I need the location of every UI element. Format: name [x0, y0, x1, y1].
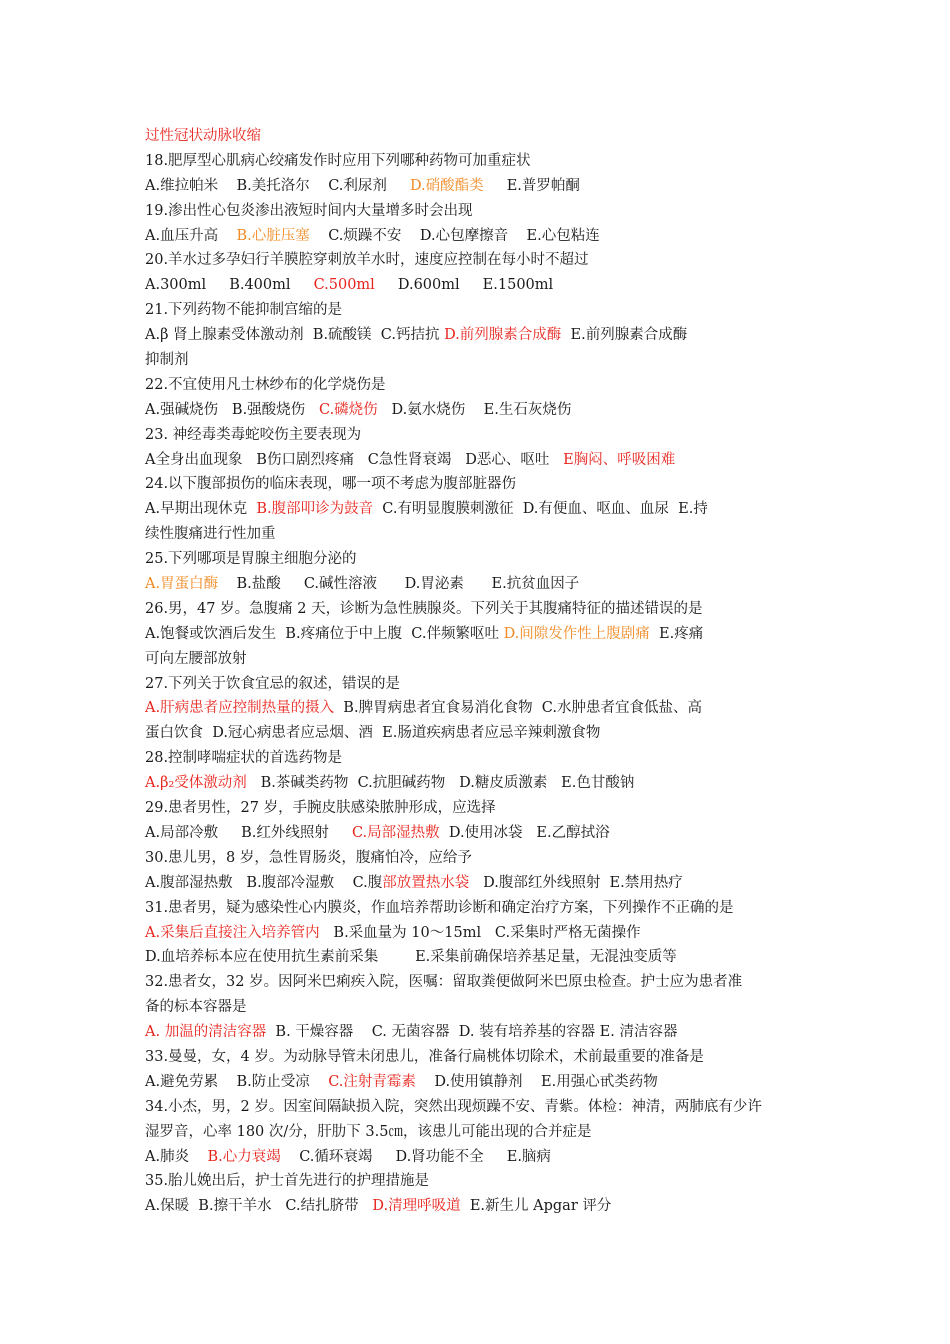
text-line — [145, 771, 825, 796]
highlighted-answer: A.肝病患者应控制热量的摄入 — [145, 700, 335, 717]
highlighted-answer: D.前列腺素合成酶 — [444, 327, 562, 344]
highlighted-answer: A.β₂受体激动剂 — [145, 775, 247, 792]
highlighted-answer: B.心脏压塞 — [236, 227, 310, 244]
text-line — [145, 472, 825, 497]
text-segment: A.β 肾上腺素受体激动剂 B.硫酸镁 C.钙拮抗 — [145, 327, 445, 344]
text-line — [145, 672, 825, 697]
highlighted-answer: C.500ml — [313, 277, 375, 294]
text-segment: A.避免劳累 B.防止受凉 — [145, 1073, 329, 1090]
text-line — [145, 124, 825, 149]
text-segment: D.腹部红外线照射 E.禁用热疗 — [469, 874, 683, 891]
text-segment: C.烦躁不安 D.心包摩擦音 E.心包粘连 — [309, 227, 600, 244]
text-segment: 29.患者男性，27 岁，手腕皮肤感染脓肿形成，应选择 — [145, 800, 496, 817]
text-line — [145, 323, 825, 348]
text-line — [145, 248, 825, 273]
text-line — [145, 896, 825, 921]
text-segment: E.疼痛 — [649, 625, 704, 642]
text-line — [145, 224, 825, 249]
text-segment: 湿罗音，心率 180 次/分，肝肋下 3.5㎝，该患儿可能出现的合并症是 — [145, 1123, 592, 1140]
text-segment: 可向左腰部放射 — [145, 650, 247, 667]
text-segment: 18.肥厚型心肌病心绞痛发作时应用下列哪种药物可加重症状 — [145, 152, 531, 169]
highlighted-answer: D.硝酸酯类 — [409, 177, 484, 194]
text-segment: 21.下列药物不能抑制宫缩的是 — [145, 302, 343, 319]
text-line — [145, 970, 825, 995]
text-line — [145, 572, 825, 597]
text-line — [145, 448, 825, 473]
text-line — [145, 199, 825, 224]
text-line — [145, 497, 825, 522]
text-line — [145, 348, 825, 373]
text-segment: D.氨水烧伤 E.生石灰烧伤 — [377, 401, 572, 418]
text-segment: A.保暖 B.擦干羊水 C.结扎脐带 — [145, 1198, 373, 1215]
highlighted-answer: A.胃蛋白酶 — [145, 576, 219, 593]
text-segment: 续性腹痛进行性加重 — [145, 526, 276, 543]
highlighted-answer: C.注射青霉素 — [328, 1073, 416, 1090]
text-segment: E.新生儿 Apgar 评分 — [460, 1198, 612, 1215]
text-line — [145, 921, 825, 946]
text-line — [145, 149, 825, 174]
text-segment: D.血培养标本应在使用抗生素前采集 E.采集前确保培养基足量，无混浊变质等 — [145, 949, 677, 966]
text-line — [145, 1045, 825, 1070]
text-segment: E.普罗帕酮 — [483, 177, 580, 194]
text-segment: 32.患者女，32 岁。因阿米巴痢疾入院，医嘱：留取粪便做阿米巴原虫检查。护士应为患者准 — [145, 974, 743, 991]
text-segment: 抑制剂 — [145, 352, 189, 369]
text-line — [145, 398, 825, 423]
text-segment: 26.男，47 岁。急腹痛 2 天，诊断为急性胰腺炎。下列关于其腹痛特征的描述错误的是 — [145, 600, 703, 617]
text-segment: 33.曼曼，女，4 岁。为动脉导管未闭患儿，准备行扁桃体切除术，术前最重要的准备是 — [145, 1048, 704, 1065]
text-line — [145, 1169, 825, 1194]
text-line — [145, 995, 825, 1020]
text-segment: 27.下列关于饮食宜忌的叙述，错误的是 — [145, 675, 401, 692]
text-segment: 备的标本容器是 — [145, 999, 247, 1016]
text-line — [145, 1194, 825, 1219]
text-segment: 22.不宜使用凡士林纱布的化学烧伤是 — [145, 376, 386, 393]
text-line — [145, 298, 825, 323]
text-line — [145, 423, 825, 448]
text-segment: A全身出血现象 B伤口剧烈疼痛 C急性肾衰竭 D恶心、呕吐 — [145, 451, 564, 468]
text-segment: D.使用镇静剂 E.用强心甙类药物 — [415, 1073, 658, 1090]
text-segment: A.血压升高 — [145, 227, 237, 244]
text-line — [145, 1120, 825, 1145]
text-line — [145, 821, 825, 846]
text-line — [145, 174, 825, 199]
text-line — [145, 1070, 825, 1095]
highlighted-answer: D.间隙发作性上腹剧痛 — [503, 625, 650, 642]
text-segment: 24.以下腹部损伤的临床表现，哪一项不考虑为腹部脏器伤 — [145, 476, 517, 493]
text-line — [145, 522, 825, 547]
text-line — [145, 373, 825, 398]
text-segment: 34.小杰，男，2 岁。因室间隔缺损入院，突然出现烦躁不安、青紫。体检：神清，两肺底有少许 — [145, 1098, 762, 1115]
text-segment: 31.患者男，疑为感染性心内膜炎，作血培养帮助诊断和确定治疗方案，下列操作不正确的是 — [145, 899, 734, 916]
text-segment: C.有明显腹膜刺激征 D.有便血、呕血、血尿 E.持 — [373, 501, 708, 518]
highlighted-answer: C.局部湿热敷 — [351, 824, 440, 841]
text-segment: 30.患儿男，8 岁，急性胃肠炎，腹痛怕冷，应给予 — [145, 849, 472, 866]
text-line — [145, 871, 825, 896]
highlighted-answer: B.腹部叩诊为鼓音 — [256, 501, 374, 518]
text-line — [145, 597, 825, 622]
text-segment: A.维拉帕米 B.美托洛尔 C.利尿剂 — [145, 177, 410, 194]
text-line — [145, 746, 825, 771]
text-line — [145, 1020, 825, 1045]
text-segment: 蛋白饮食 D.冠心病患者应忌烟、酒 E.肠道疾病患者应忌辛辣刺激食物 — [145, 725, 601, 742]
text-segment: 19.渗出性心包炎渗出液短时间内大量增多时会出现 — [145, 202, 473, 219]
highlighted-answer: E胸闷、呼吸困难 — [563, 451, 676, 468]
text-segment: A.局部冷敷 B.红外线照射 — [145, 824, 352, 841]
text-line — [145, 273, 825, 298]
text-segment: A.肺炎 — [145, 1148, 208, 1165]
text-segment: B. 干燥容器 C. 无菌容器 D. 装有培养基的容器 E. 清洁容器 — [266, 1024, 678, 1041]
text-line — [145, 1095, 825, 1120]
highlighted-answer: D.清理呼吸道 — [372, 1198, 461, 1215]
text-line — [145, 696, 825, 721]
highlighted-answer: 过性冠状动脉收缩 — [145, 128, 261, 144]
text-segment: D.使用冰袋 E.乙醇拭浴 — [439, 824, 610, 841]
text-segment: E.前列腺素合成酶 — [561, 327, 688, 344]
text-segment: B.脾胃病患者宜食易消化食物 C.水肿患者宜食低盐、高 — [334, 700, 702, 717]
text-line — [145, 945, 825, 970]
text-line — [145, 846, 825, 871]
text-line — [145, 721, 825, 746]
text-segment: 28.控制哮喘症状的首选药物是 — [145, 750, 343, 767]
text-segment: D.600ml E.1500ml — [374, 277, 554, 294]
text-line — [145, 622, 825, 647]
text-segment: A.300ml B.400ml — [145, 277, 314, 294]
highlighted-answer: A.采集后直接注入培养管内 — [145, 924, 320, 941]
highlighted-answer: C.磷烧伤 — [319, 401, 378, 418]
text-segment: A.饱餐或饮酒后发生 B.疼痛位于中上腹 C.伴频繁呕吐 — [145, 625, 504, 642]
text-segment: A.腹部湿热敷 B.腹部冷湿敷 C.腹 — [145, 874, 383, 891]
text-line — [145, 1145, 825, 1170]
text-segment: A.早期出现休克 — [145, 501, 257, 518]
text-segment: A.强碱烧伤 B.强酸烧伤 — [145, 401, 319, 418]
text-segment: B.采血量为 10～15ml C.采集时严格无菌操作 — [319, 924, 641, 941]
question-list — [145, 124, 825, 1219]
text-segment: 35.胎儿娩出后，护士首先进行的护理措施是 — [145, 1173, 430, 1190]
text-line — [145, 547, 825, 572]
text-segment: 23. 神经毒类毒蛇咬伤主要表现为 — [145, 426, 362, 443]
text-line — [145, 796, 825, 821]
text-segment: 25.下列哪项是胃腺主细胞分泌的 — [145, 551, 357, 568]
text-segment: C.循环衰竭 D.肾功能不全 E.脑病 — [280, 1148, 551, 1165]
text-line — [145, 647, 825, 672]
highlighted-answer: B.心力衰竭 — [207, 1148, 281, 1165]
text-segment: 20.羊水过多孕妇行羊膜腔穿刺放羊水时，速度应控制在每小时不超过 — [145, 252, 589, 269]
highlighted-answer: A. 加温的清洁容器 — [145, 1024, 267, 1041]
text-segment: B.茶碱类药物 C.抗胆碱药物 D.糖皮质激素 E.色甘酸钠 — [246, 775, 635, 792]
highlighted-answer: 部放置热水袋 — [382, 874, 470, 891]
text-segment: B.盐酸 C.碱性溶液 D.胃泌素 E.抗贫血因子 — [218, 576, 580, 593]
